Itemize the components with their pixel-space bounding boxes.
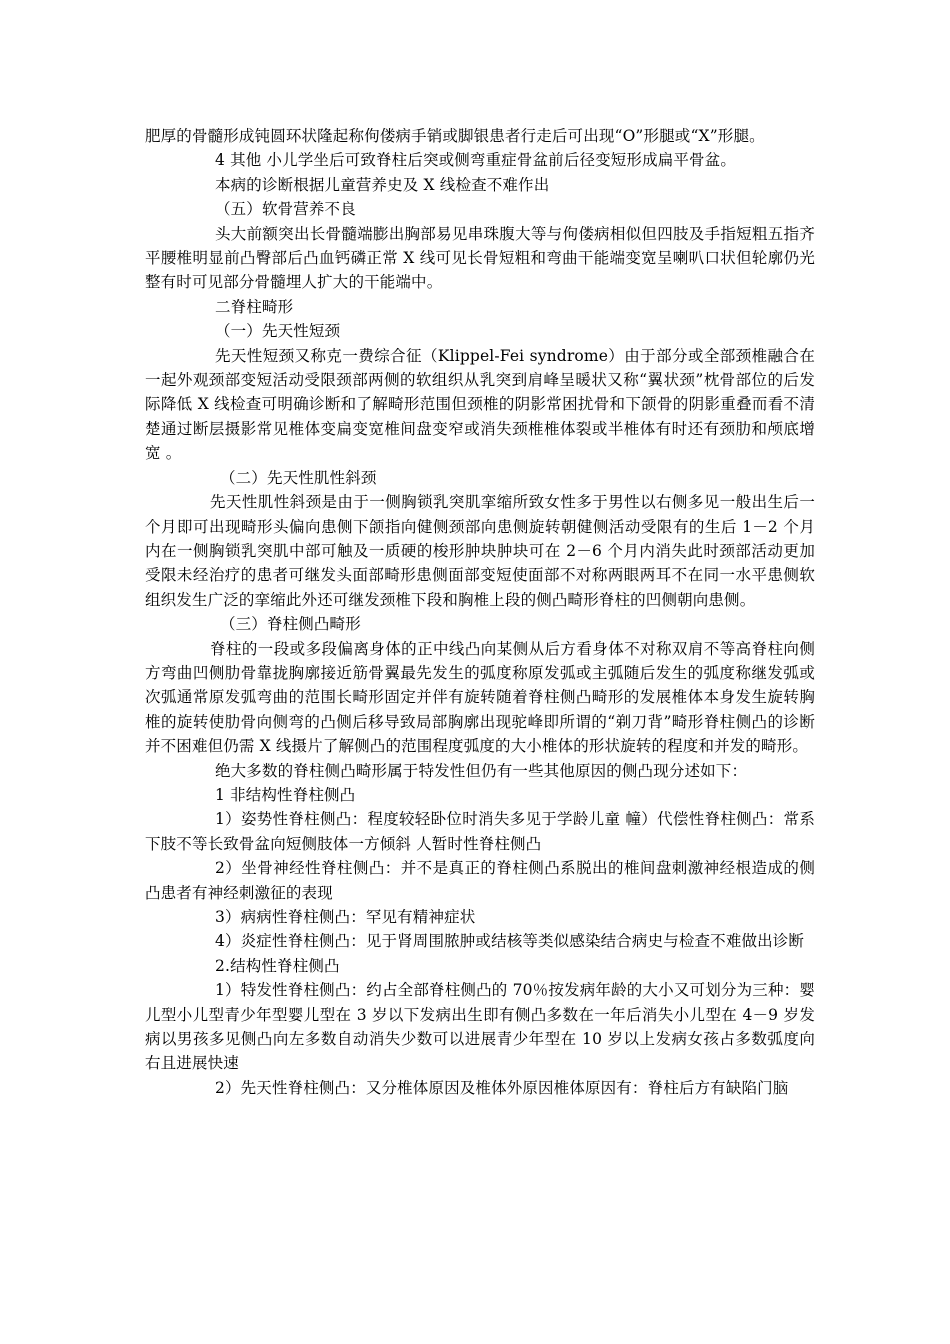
- list-item: 1）特发性脊柱侧凸：约占全部脊柱侧凸的 70％按发病年龄的大小又可划分为三种：婴儿型小儿型青少年型婴儿型在 3 岁以下发病出生即有侧凸多数在一年后消失小儿型在 4－9 岁发病以男孩多见侧凸向左多数自动消失少数可以进展青少年型在 10 岁以上发病女孩占多数弧度向右且进展快速: [145, 981, 815, 1073]
- section-heading: （五）软骨营养不良: [215, 200, 356, 219]
- subsection-heading: 2.结构性脊柱侧凸: [215, 956, 340, 975]
- paragraph: 本病的诊断根据儿童营养史及 X 线检查不难作出: [215, 175, 550, 194]
- paragraph: 先天性短颈又称克一费综合征（Klippel-Fei syndrome）由于部分或全部颈椎融合在一起外观颈部变短活动受限颈部两侧的软组织从乳突到肩峰呈暖状又称“翼状颈”枕骨部位的后发际降低 X 线检查可明确诊断和了解畸形范围但颈椎的阴影常困扰骨和下颌骨的阴影重叠而看不清楚通过断层摄影常见椎体变扁变宽椎间盘变窄或消失颈椎椎体裂或半椎体有时还有颈肋和颅底增宽 。: [145, 346, 815, 463]
- section-heading: （一）先天性短颈: [215, 322, 341, 341]
- list-item: 3）病病性脊柱侧凸：罕见有精神症状: [215, 908, 476, 926]
- section-heading: （三）脊柱侧凸畸形: [220, 615, 361, 634]
- paragraph: 绝大多数的脊柱侧凸畸形属于特发性但仍有一些其他原因的侧凸现分述如下：: [215, 761, 748, 780]
- paragraph: 先天性肌性斜颈是由于一侧胸锁乳突肌挛缩所致女性多于男性以右侧多见一般出生后一个月即可出现畸形头偏向患侧下颌指向健侧颈部向患侧旋转朝健侧活动受限有的生后 1－2 个月内在一侧胸锁乳突肌中部可触及一质硬的梭形肿块肿块可在 2－6 个月内消失此时颈部活动更加受限未经治疗的患者可继发头面部畸形患侧面部变短使面部不对称两眼两耳不在同一水平患侧软组织发生广泛的挛缩此外还可继发颈椎下段和胸椎上段的侧凸畸形脊柱的凹侧朝向患侧。: [145, 493, 815, 609]
- document-body: [145, 124, 815, 1100]
- paragraph: 肥厚的骨髓形成钝圆环状隆起称佝偻病手销或脚银患者行走后可出现“O”形腿或“X”形腿。: [145, 127, 765, 145]
- list-item: 4）炎症性脊柱侧凸：见于肾周围脓肿或结核等类似感染结合病史与检查不难做出诊断: [215, 932, 805, 951]
- section-heading: （二）先天性肌性斜颈: [220, 468, 377, 487]
- subsection-heading: 1 非结构性脊柱侧凸: [215, 785, 356, 804]
- paragraph: 头大前额突出长骨髓端膨出胸部易见串珠腹大等与佝偻病相似但四肢及手指短粗五指齐平腰椎明显前凸臀部后凸血钙磷正常 X 线可见长骨短粗和弯曲干能端变宽呈喇叭口状但轮廓仍光整有时可见部分骨髓埋人扩大的干能端中。: [145, 224, 815, 292]
- paragraph: 脊柱的一段或多段偏离身体的正中线凸向某侧从后方看身体不对称双肩不等高脊柱向侧方弯曲凹侧肋骨靠拢胸廓接近筋骨翼最先发生的弧度称原发弧或主弧随后发生的弧度称继发弧或次弧通常原发弧弯曲的范围长畸形固定并伴有旋转随着脊柱侧凸畸形的发展椎体本身发生旋转胸椎的旋转使肋骨向侧弯的凸侧后移导致局部胸廓出现驼峰即所谓的“剃刀背”畸形脊柱侧凸的诊断并不困难但仍需 X 线摄片了解侧凸的范围程度弧度的大小椎体的形状旋转的程度和并发的畸形。: [145, 639, 815, 756]
- list-item: 2）坐骨神经性脊柱侧凸：并不是真正的脊柱侧凸系脱出的椎间盘刺激神经根造成的侧凸患者有神经刺激征的表现: [145, 859, 815, 902]
- list-item: 1）姿势性脊柱侧凸：程度较轻卧位时消失多见于学龄儿童 幢）代偿性脊柱侧凸：常系下肢不等长致骨盆向短侧肢体一方倾斜 人暂时性脊柱侧凸: [145, 810, 815, 853]
- chapter-heading: 二脊柱畸形: [215, 297, 294, 316]
- paragraph: 4 其他 小儿学坐后可致脊柱后突或侧弯重症骨盆前后径变短形成扁平骨盆。: [215, 151, 736, 170]
- list-item: 2）先天性脊柱侧凸：又分椎体原因及椎体外原因椎体原因有：脊柱后方有缺陷门脑: [215, 1078, 789, 1097]
